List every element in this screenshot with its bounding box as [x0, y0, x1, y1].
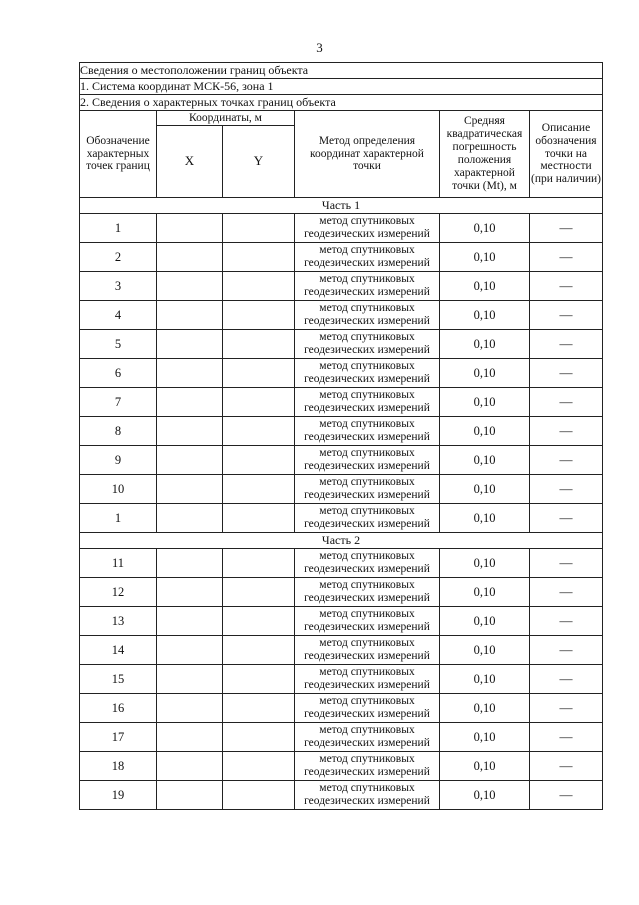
method-cell	[295, 781, 440, 810]
point-designation: 16	[80, 694, 157, 723]
part-title: Часть 1	[80, 198, 603, 214]
table-row	[80, 243, 603, 272]
point-designation: 9	[80, 446, 157, 475]
coord-x-cell	[157, 417, 223, 446]
method-cell	[295, 359, 440, 388]
method-cell	[295, 388, 440, 417]
accuracy-cell: 0,10	[440, 301, 530, 330]
method-line-2: геодезических измерений	[304, 431, 430, 443]
accuracy-cell: 0,10	[440, 549, 530, 578]
coord-y-cell	[223, 636, 295, 665]
point-designation: 14	[80, 636, 157, 665]
point-designation: 12	[80, 578, 157, 607]
col-header-y: Y	[223, 126, 295, 198]
method-cell	[295, 665, 440, 694]
method-cell	[295, 636, 440, 665]
method-line-2: геодезических измерений	[304, 679, 430, 691]
accuracy-cell: 0,10	[440, 636, 530, 665]
col-header-method: Метод определения координат характерной точки	[295, 111, 440, 198]
point-designation: 6	[80, 359, 157, 388]
description-cell: —	[530, 578, 603, 607]
description-cell: —	[530, 781, 603, 810]
method-line-1: метод спутниковых	[319, 665, 415, 678]
method-line-2: геодезических измерений	[304, 518, 430, 530]
method-line-1: метод спутниковых	[319, 694, 415, 707]
col-header-description: Описание обозначения точки на местности (при наличии)	[530, 111, 603, 198]
method-line-2: геодезических измерений	[304, 286, 430, 298]
description-cell: —	[530, 475, 603, 504]
method-line-2: геодезических измерений	[304, 373, 430, 385]
coord-y-cell	[223, 504, 295, 533]
coord-y-cell	[223, 330, 295, 359]
table-row	[80, 549, 603, 578]
method-line-1: метод спутниковых	[319, 723, 415, 736]
coord-x-cell	[157, 549, 223, 578]
table-row	[80, 781, 603, 810]
method-line-2: геодезических измерений	[304, 460, 430, 472]
method-line-1: метод спутниковых	[319, 359, 415, 372]
coord-x-cell	[157, 446, 223, 475]
method-cell	[295, 504, 440, 533]
table-row	[80, 723, 603, 752]
coord-y-cell	[223, 214, 295, 243]
coord-y-cell	[223, 578, 295, 607]
point-designation: 2	[80, 243, 157, 272]
description-cell: —	[530, 301, 603, 330]
accuracy-cell: 0,10	[440, 359, 530, 388]
description-cell: —	[530, 504, 603, 533]
method-line-1: метод спутниковых	[319, 388, 415, 401]
method-cell	[295, 330, 440, 359]
method-cell	[295, 694, 440, 723]
method-cell	[295, 446, 440, 475]
col-header-designation: Обозначение характерных точек границ	[80, 111, 157, 198]
accuracy-cell: 0,10	[440, 388, 530, 417]
point-designation: 10	[80, 475, 157, 504]
table-row	[80, 665, 603, 694]
coord-x-cell	[157, 694, 223, 723]
coord-y-cell	[223, 665, 295, 694]
accuracy-cell: 0,10	[440, 781, 530, 810]
method-cell	[295, 607, 440, 636]
method-line-1: метод спутниковых	[319, 446, 415, 459]
method-cell	[295, 723, 440, 752]
coord-x-cell	[157, 504, 223, 533]
coord-y-cell	[223, 388, 295, 417]
table-row	[80, 607, 603, 636]
method-line-2: геодезических измерений	[304, 766, 430, 778]
table-row	[80, 417, 603, 446]
table-row	[80, 388, 603, 417]
coord-x-cell	[157, 301, 223, 330]
description-cell: —	[530, 272, 603, 301]
coord-y-cell	[223, 417, 295, 446]
accuracy-cell: 0,10	[440, 694, 530, 723]
col-header-coordinates: Координаты, м	[157, 111, 295, 126]
accuracy-cell: 0,10	[440, 214, 530, 243]
coord-x-cell	[157, 359, 223, 388]
table-row	[80, 752, 603, 781]
coord-y-cell	[223, 243, 295, 272]
method-cell	[295, 243, 440, 272]
table-row	[80, 330, 603, 359]
coord-x-cell	[157, 636, 223, 665]
coord-x-cell	[157, 475, 223, 504]
description-cell: —	[530, 330, 603, 359]
part-title: Часть 2	[80, 533, 603, 549]
table-row	[80, 636, 603, 665]
table-row	[80, 446, 603, 475]
description-cell: —	[530, 665, 603, 694]
accuracy-cell: 0,10	[440, 723, 530, 752]
description-cell: —	[530, 446, 603, 475]
method-cell	[295, 417, 440, 446]
method-line-1: метод спутниковых	[319, 607, 415, 620]
coord-y-cell	[223, 549, 295, 578]
description-cell: —	[530, 243, 603, 272]
coord-x-cell	[157, 388, 223, 417]
accuracy-cell: 0,10	[440, 578, 530, 607]
coord-x-cell	[157, 243, 223, 272]
points-title-line: 2. Сведения о характерных точках границ объекта	[80, 95, 603, 111]
method-line-2: геодезических измерений	[304, 344, 430, 356]
point-designation: 1	[80, 214, 157, 243]
accuracy-cell: 0,10	[440, 330, 530, 359]
description-cell: —	[530, 636, 603, 665]
description-cell: —	[530, 723, 603, 752]
method-line-1: метод спутниковых	[319, 475, 415, 488]
table-title: Сведения о местоположении границ объекта	[80, 63, 603, 79]
coord-y-cell	[223, 272, 295, 301]
table-row	[80, 301, 603, 330]
accuracy-cell: 0,10	[440, 446, 530, 475]
coord-x-cell	[157, 272, 223, 301]
method-cell	[295, 214, 440, 243]
description-cell: —	[530, 214, 603, 243]
accuracy-cell: 0,10	[440, 607, 530, 636]
coord-y-cell	[223, 475, 295, 504]
point-designation: 1	[80, 504, 157, 533]
coord-y-cell	[223, 723, 295, 752]
col-header-x: X	[157, 126, 223, 198]
method-line-2: геодезических измерений	[304, 228, 430, 240]
point-designation: 5	[80, 330, 157, 359]
accuracy-cell: 0,10	[440, 475, 530, 504]
description-cell: —	[530, 359, 603, 388]
method-line-2: геодезических измерений	[304, 795, 430, 807]
page-number: 3	[316, 40, 323, 55]
description-cell: —	[530, 549, 603, 578]
table-row	[80, 475, 603, 504]
method-line-1: метод спутниковых	[319, 504, 415, 517]
method-line-2: геодезических измерений	[304, 563, 430, 575]
coord-x-cell	[157, 578, 223, 607]
point-designation: 18	[80, 752, 157, 781]
accuracy-cell: 0,10	[440, 665, 530, 694]
method-line-1: метод спутниковых	[319, 578, 415, 591]
accuracy-cell: 0,10	[440, 243, 530, 272]
description-cell: —	[530, 752, 603, 781]
coord-y-cell	[223, 694, 295, 723]
coord-x-cell	[157, 665, 223, 694]
coord-x-cell	[157, 781, 223, 810]
point-designation: 15	[80, 665, 157, 694]
coord-system-line: 1. Система координат МСК-56, зона 1	[80, 79, 603, 95]
table-row	[80, 578, 603, 607]
method-line-1: метод спутниковых	[319, 752, 415, 765]
method-line-2: геодезических измерений	[304, 315, 430, 327]
point-designation: 13	[80, 607, 157, 636]
point-designation: 4	[80, 301, 157, 330]
coord-y-cell	[223, 359, 295, 388]
method-line-2: геодезических измерений	[304, 650, 430, 662]
table-row	[80, 272, 603, 301]
method-cell	[295, 475, 440, 504]
accuracy-cell: 0,10	[440, 504, 530, 533]
method-cell	[295, 578, 440, 607]
method-line-2: геодезических измерений	[304, 489, 430, 501]
method-line-2: геодезических измерений	[304, 621, 430, 633]
method-cell	[295, 752, 440, 781]
method-line-1: метод спутниковых	[319, 272, 415, 285]
coord-x-cell	[157, 607, 223, 636]
col-header-accuracy: Средняя квадратическая погрешность положения характерной точки (Mt), м	[440, 111, 530, 198]
coord-y-cell	[223, 781, 295, 810]
table-row	[80, 694, 603, 723]
method-line-1: метод спутниковых	[319, 636, 415, 649]
method-line-2: геодезических измерений	[304, 257, 430, 269]
description-cell: —	[530, 388, 603, 417]
accuracy-cell: 0,10	[440, 417, 530, 446]
method-line-1: метод спутниковых	[319, 214, 415, 227]
description-cell: —	[530, 607, 603, 636]
method-line-1: метод спутниковых	[319, 330, 415, 343]
table-row	[80, 359, 603, 388]
method-cell	[295, 301, 440, 330]
table-row	[80, 214, 603, 243]
coord-y-cell	[223, 301, 295, 330]
description-cell: —	[530, 694, 603, 723]
method-line-1: метод спутниковых	[319, 243, 415, 256]
coord-y-cell	[223, 446, 295, 475]
method-line-2: геодезических измерений	[304, 737, 430, 749]
coord-y-cell	[223, 607, 295, 636]
coord-x-cell	[157, 752, 223, 781]
method-line-1: метод спутниковых	[319, 781, 415, 794]
method-cell	[295, 272, 440, 301]
method-line-1: метод спутниковых	[319, 417, 415, 430]
method-line-1: метод спутниковых	[319, 301, 415, 314]
point-designation: 11	[80, 549, 157, 578]
point-designation: 7	[80, 388, 157, 417]
table-row	[80, 504, 603, 533]
method-line-1: метод спутниковых	[319, 549, 415, 562]
method-line-2: геодезических измерений	[304, 592, 430, 604]
description-cell: —	[530, 417, 603, 446]
point-designation: 3	[80, 272, 157, 301]
coord-x-cell	[157, 723, 223, 752]
point-designation: 19	[80, 781, 157, 810]
method-line-2: геодезических измерений	[304, 708, 430, 720]
boundary-points-table	[79, 62, 603, 810]
accuracy-cell: 0,10	[440, 272, 530, 301]
point-designation: 17	[80, 723, 157, 752]
point-designation: 8	[80, 417, 157, 446]
coord-y-cell	[223, 752, 295, 781]
method-cell	[295, 549, 440, 578]
method-line-2: геодезических измерений	[304, 402, 430, 414]
coord-x-cell	[157, 330, 223, 359]
coord-x-cell	[157, 214, 223, 243]
accuracy-cell: 0,10	[440, 752, 530, 781]
